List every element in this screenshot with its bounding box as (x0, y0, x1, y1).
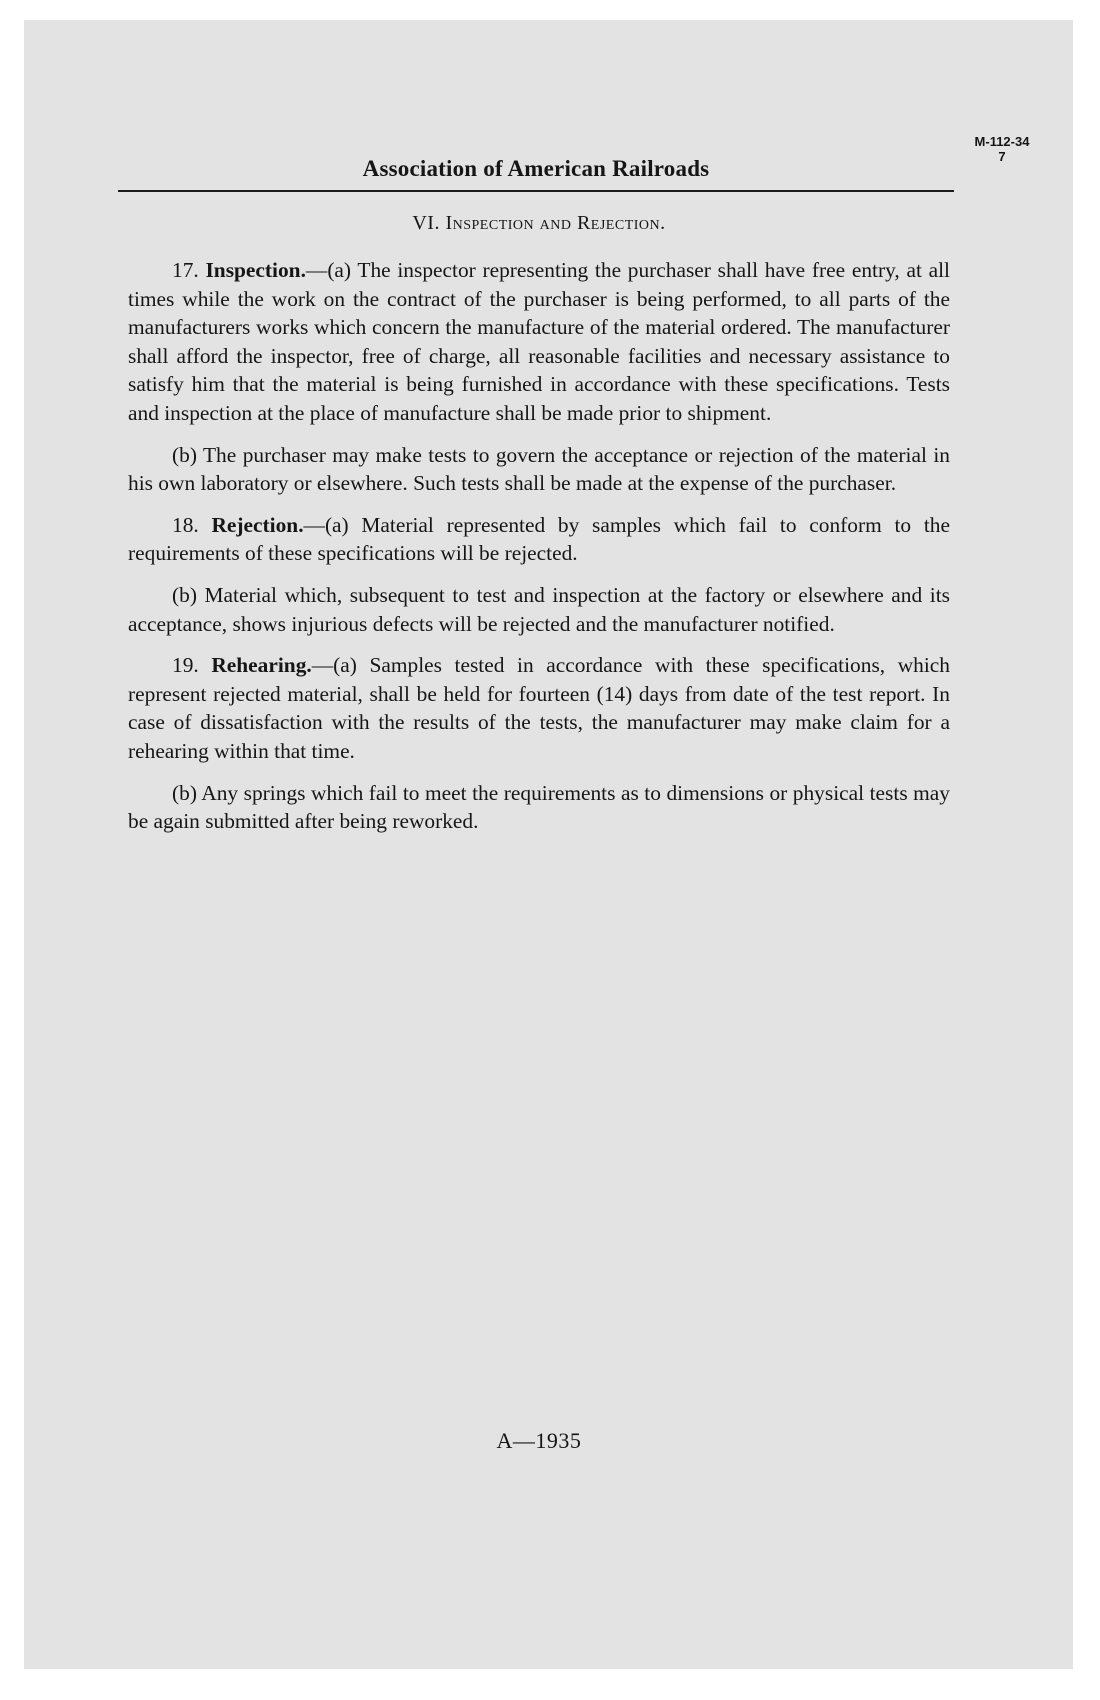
section-heading (124, 212, 954, 235)
section-title: Inspection and Rejection. (445, 212, 666, 234)
paragraph-heading: Rejection. (211, 512, 304, 537)
paragraph-number: 18. (172, 512, 199, 537)
footer-code: A—1935 (496, 1428, 582, 1453)
paragraph-18b (128, 581, 950, 638)
header-title: Association of American Railroads (362, 156, 710, 181)
paragraph-text: —(a) Material represented by samples which fail to conform to the requirements of these specifications will be rejected. (128, 512, 950, 566)
paragraph-number: 17. (172, 258, 199, 282)
scanned-page (24, 20, 1073, 1669)
paragraph-17b (128, 441, 950, 498)
section-numeral: VI. (412, 212, 440, 234)
paragraph-19b (128, 779, 950, 836)
paragraph-18a (128, 511, 950, 568)
spec-reference (942, 134, 1062, 164)
paragraph-19a (128, 651, 950, 765)
paragraph-text: (b) The purchaser may make tests to govern the acceptance or rejection of the material in his own laboratory or elsewhere. Such tests shall be made at the expense of the purchaser. (128, 442, 950, 496)
paragraph-number: 19. (172, 653, 199, 678)
paragraph-17a (128, 256, 950, 428)
spec-code: M-112-34 (974, 134, 1030, 149)
body-text (128, 256, 950, 849)
paragraph-heading: Inspection. (205, 258, 306, 282)
paragraph-text: —(a) Samples tested in accordance with these specifications, which represent rejected material, shall be held for fourteen (14) days from date of the test report. In case of dissatisfaction with the results of the tests, the manufacturer may make claim for a rehearing within that time. (128, 653, 950, 763)
paragraph-heading: Rehearing. (211, 653, 312, 678)
running-head (118, 138, 954, 192)
paragraph-text: (b) Material which, subsequent to test and inspection at the factory or elsewhere and its acceptance, shows injurious defects will be rejected and the manufacturer notified. (128, 582, 950, 636)
paragraph-text: —(a) The inspector representing the purchaser shall have free entry, at all times while the work on the contract of the purchaser is being performed, to all parts of the manufacturers works which concern the manufacture of the material ordered. The manufacturer shall afford the inspector, free of charge, all reasonable facilities and necessary assistance to satisfy him that the material is being furnished in accordance with these specifications. Tests and inspection at the place of manufacture shall be made prior to shipment. (128, 258, 950, 425)
paragraph-text: (b) Any springs which fail to meet the requirements as to dimensions or physical tests may be again submitted after being reworked. (128, 780, 950, 834)
page-number: 7 (998, 149, 1006, 164)
